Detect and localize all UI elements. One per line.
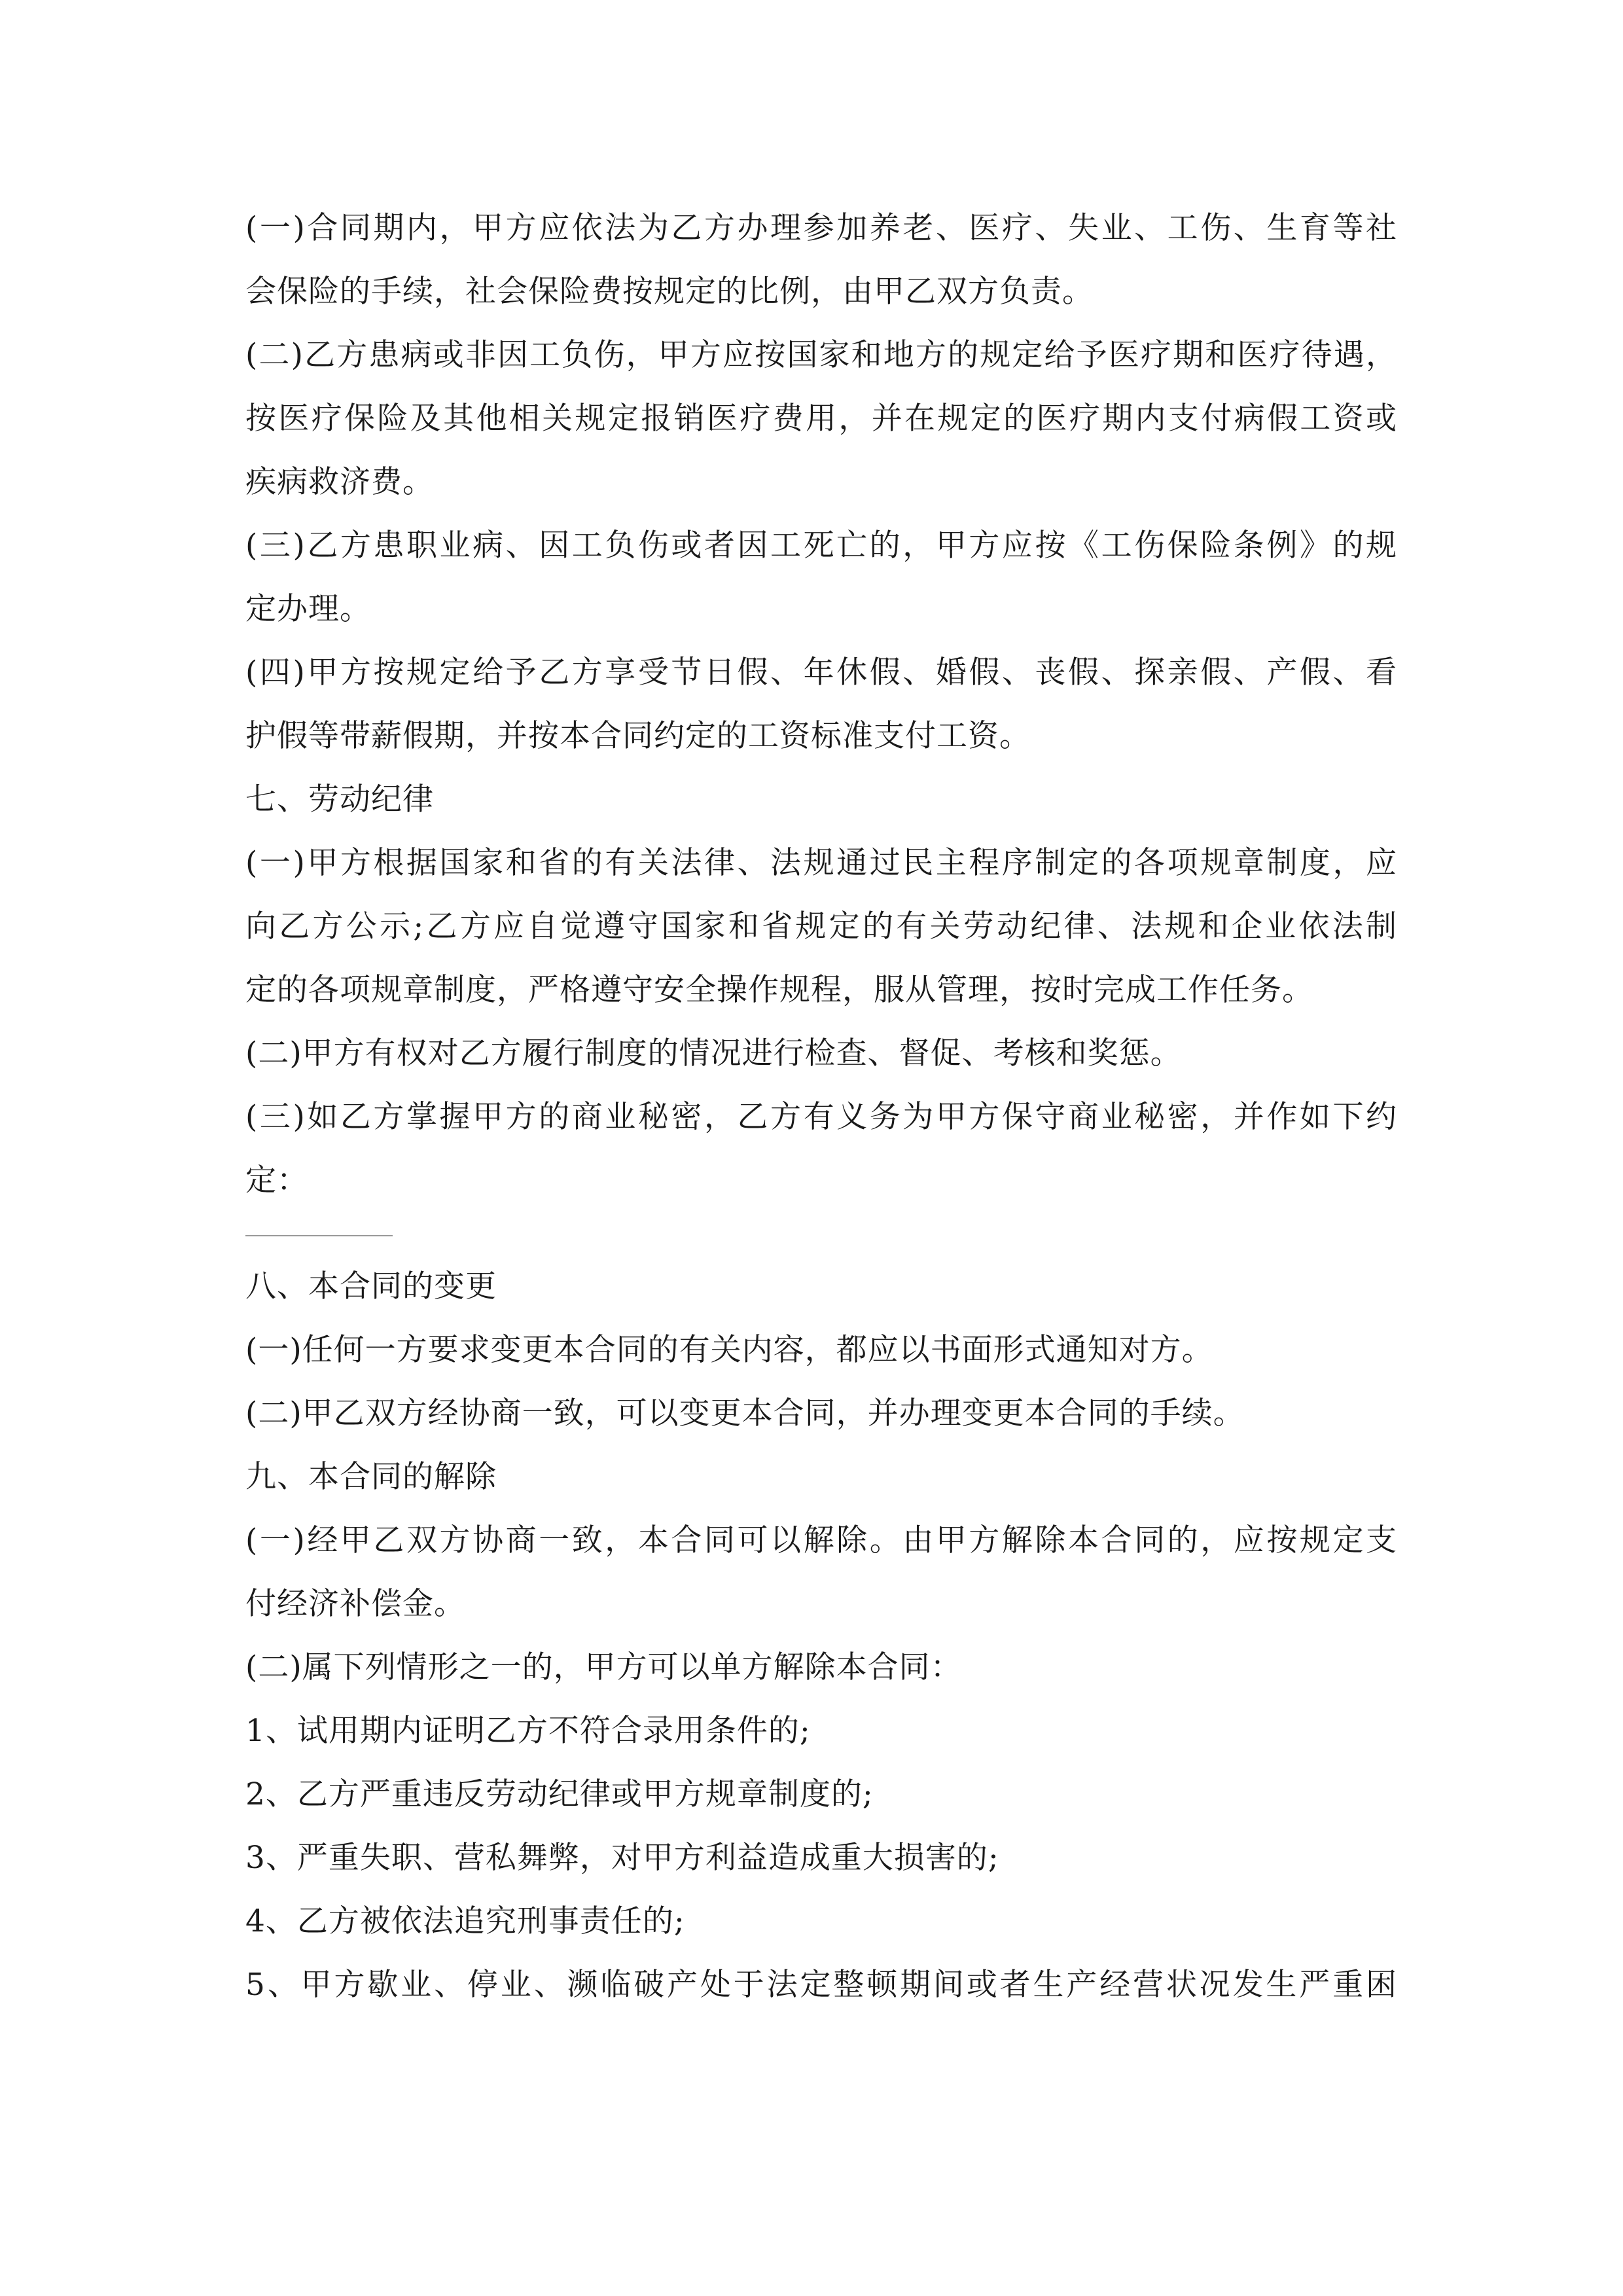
paragraph-line: 付经济补偿金。	[245, 1586, 465, 1622]
paragraph-line: (二)乙方患病或非因工负伤，甲方应按国家和地方的规定给予医疗期和医疗待遇，	[245, 337, 1397, 373]
list-item: 5、甲方歇业、停业、濒临破产处于法定整顿期间或者生产经营状况发生严重困	[245, 1967, 1397, 2003]
paragraph-line: 定：	[245, 1162, 308, 1198]
paragraph-line: (二)甲方有权对乙方履行制度的情况进行检查、督促、考核和奖惩。	[245, 1035, 1182, 1071]
paragraph-line: (一)甲方根据国家和省的有关法律、法规通过民主程序制定的各项规章制度，应	[245, 845, 1397, 881]
paragraph-line: (一)任何一方要求变更本合同的有关内容，都应以书面形式通知对方。	[245, 1332, 1213, 1368]
paragraph-line: (一)经甲乙双方协商一致，本合同可以解除。由甲方解除本合同的，应按规定支	[245, 1522, 1397, 1558]
paragraph-line: 向乙方公示;乙方应自觉遵守国家和省规定的有关劳动纪律、法规和企业依法制	[245, 908, 1397, 944]
paragraph-line: (二)甲乙双方经协商一致，可以变更本合同，并办理变更本合同的手续。	[245, 1395, 1245, 1431]
paragraph-line: 疾病救济费。	[245, 464, 434, 500]
contract-body	[245, 196, 1397, 2017]
list-item: 2、乙方严重违反劳动纪律或甲方规章制度的;	[245, 1776, 874, 1812]
paragraph-line: (三)乙方患职业病、因工负伤或者因工死亡的，甲方应按《工伤保险条例》的规	[245, 528, 1397, 564]
paragraph-line: (二)属下列情形之一的，甲方可以单方解除本合同：	[245, 1649, 962, 1685]
paragraph-line: (四)甲方按规定给予乙方享受节日假、年休假、婚假、丧假、探亲假、产假、看	[245, 655, 1397, 691]
paragraph-line: 护假等带薪假期，并按本合同约定的工资标准支付工资。	[245, 718, 1031, 754]
paragraph-line: 会保险的手续，社会保险费按规定的比例，由甲乙双方负责。	[245, 274, 1094, 310]
paragraph-line: 定办理。	[245, 591, 371, 627]
section-heading-contract-change: 八、本合同的变更	[245, 1268, 497, 1304]
paragraph-line: (三)如乙方掌握甲方的商业秘密，乙方有义务为甲方保守商业秘密，并作如下约	[245, 1099, 1397, 1135]
spacer	[245, 1212, 1397, 1235]
list-item: 3、严重失职、营私舞弊，对甲方利益造成重大损害的;	[245, 1840, 999, 1876]
section-heading-labor-discipline: 七、劳动纪律	[245, 781, 434, 817]
spacer	[245, 1236, 1397, 1255]
list-item: 1、试用期内证明乙方不符合录用条件的;	[245, 1713, 811, 1749]
paragraph-line: 定的各项规章制度，严格遵守安全操作规程，服从管理，按时完成工作任务。	[245, 972, 1313, 1008]
list-item: 4、乙方被依法追究刑事责任的;	[245, 1903, 685, 1939]
paragraph-line: 按医疗保险及其他相关规定报销医疗费用，并在规定的医疗期内支付病假工资或	[245, 401, 1397, 437]
paragraph-line: (一)合同期内，甲方应依法为乙方办理参加养老、医疗、失业、工伤、生育等社	[245, 210, 1397, 246]
section-heading-contract-termination: 九、本合同的解除	[245, 1459, 497, 1495]
